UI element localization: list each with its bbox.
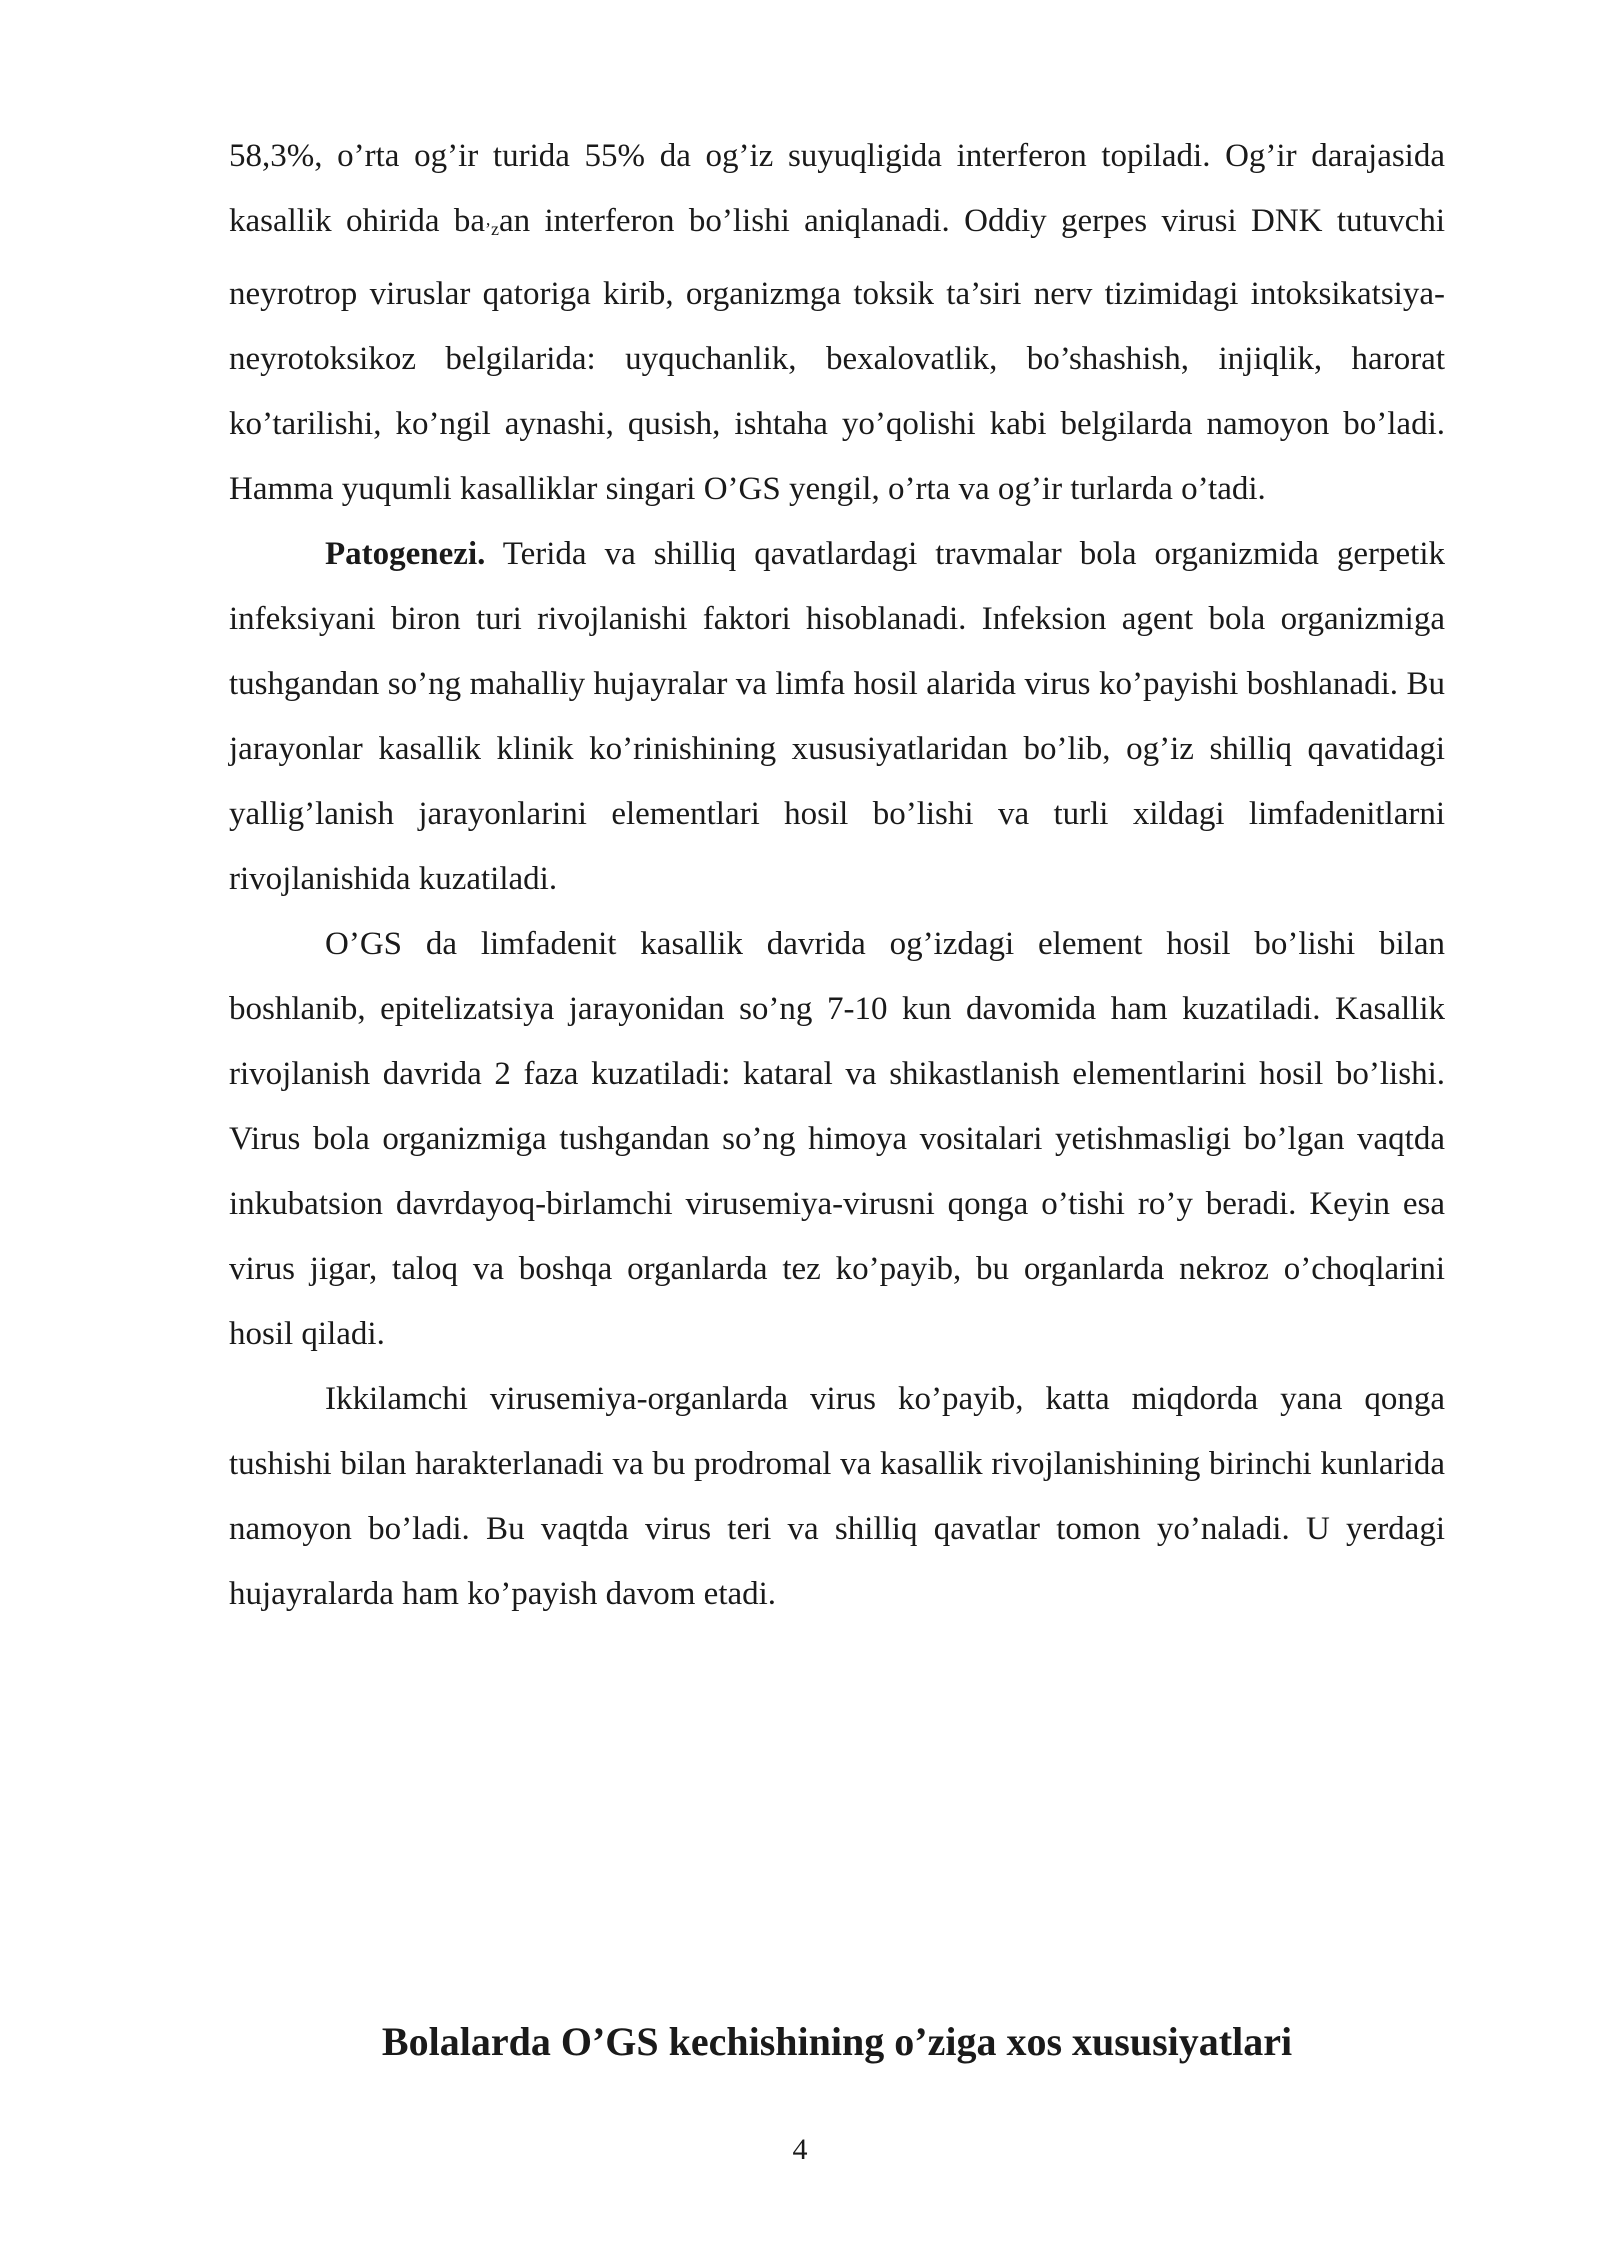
paragraph-4 [229,1367,1445,1627]
paragraph-2-text: Terida va shilliq qavatlardagi travmalar bola organizmida gerpetik infeksiyani biron turi rivojlanishi faktori hisoblanadi. Infeksion agent bola organizmiga tushgandan so’ng mahalliy hujayralar va limfa hosil alarida virus ko’payishi boshlanadi. Bu jarayonlar kasallik klinik ko’rinishining xususiyatlaridan bo’lib, og’iz shilliq qavatidagi yallig’lanish jarayonlarini elementlari hosil bo’lishi va turli xildagi limfadenitlarni rivojlanishida kuzatiladi. [229,536,1445,897]
paragraph-2 [229,522,1445,912]
section-heading: Bolalarda O’GS kechishining o’ziga xos xususiyatlari [381,2019,1293,2064]
paragraph-1-subscript: ’z [484,219,499,239]
paragraph-3-text: O’GS da limfadenit kasallik davrida og’izdagi element hosil bo’lishi bilan boshlanib, epitelizatsiya jarayonidan so’ng 7-10 kun davomida ham kuzatiladi. Kasallik rivojlanish davrida 2 faza kuzatiladi: kataral va shikastlanish elementlarini hosil bo’lishi. Virus bola organizmiga tushgandan so’ng himoya vositalari yetishmasligi bo’lgan vaqtda inkubatsion davrdayoq-birlamchi virusemiya-virusni qonga o’tishi ro’y beradi. Keyin esa virus jigar, taloq va boshqa organlarda tez ko’payib, bu organlarda nekroz o’choqlarini hosil qiladi. [229,926,1445,1352]
paragraph-1-text-b: an interferon bo’lishi aniqlanadi. Oddiy gerpes virusi DNK tutuvchi neyrotrop viruslar qatoriga kirib, organizmga toksik ta’siri nerv tizimidagi intoksikatsiya-neyrotoksikoz belgilarida: uyquchanlik, bexalovatlik, bo’shashish, injiqlik, harorat ko’tarilishi, ko’ngil aynashi, qusish, ishtaha yo’qolishi kabi belgilarda namoyon bo’ladi. Hamma yuqumli kasalliklar singari O’GS yengil, o’rta va og’ir turlarda o’tadi. [229,203,1445,507]
paragraph-2-lead: Patogenezi. [325,536,486,572]
paragraph-4-text: Ikkilamchi virusemiya-organlarda virus ko’payib, katta miqdorda yana qonga tushishi bilan harakterlanadi va bu prodromal va kasallik rivojlanishining birinchi kunlarida namoyon bo’ladi. Bu vaqtda virus teri va shilliq qavatlar tomon yo’naladi. U yerdagi hujayralarda ham ko’payish davom etadi. [229,1381,1445,1612]
body-text [229,124,1445,1627]
page-number: 4 [792,2133,808,2166]
paragraph-1-text-a: 58,3%, o’rta og’ir turida 55% da og’iz suyuqligida interferon topiladi. Og’ir darajasida kasallik ohirida ba [229,138,1445,239]
paragraph-3 [229,912,1445,1367]
paragraph-1 [229,124,1445,522]
